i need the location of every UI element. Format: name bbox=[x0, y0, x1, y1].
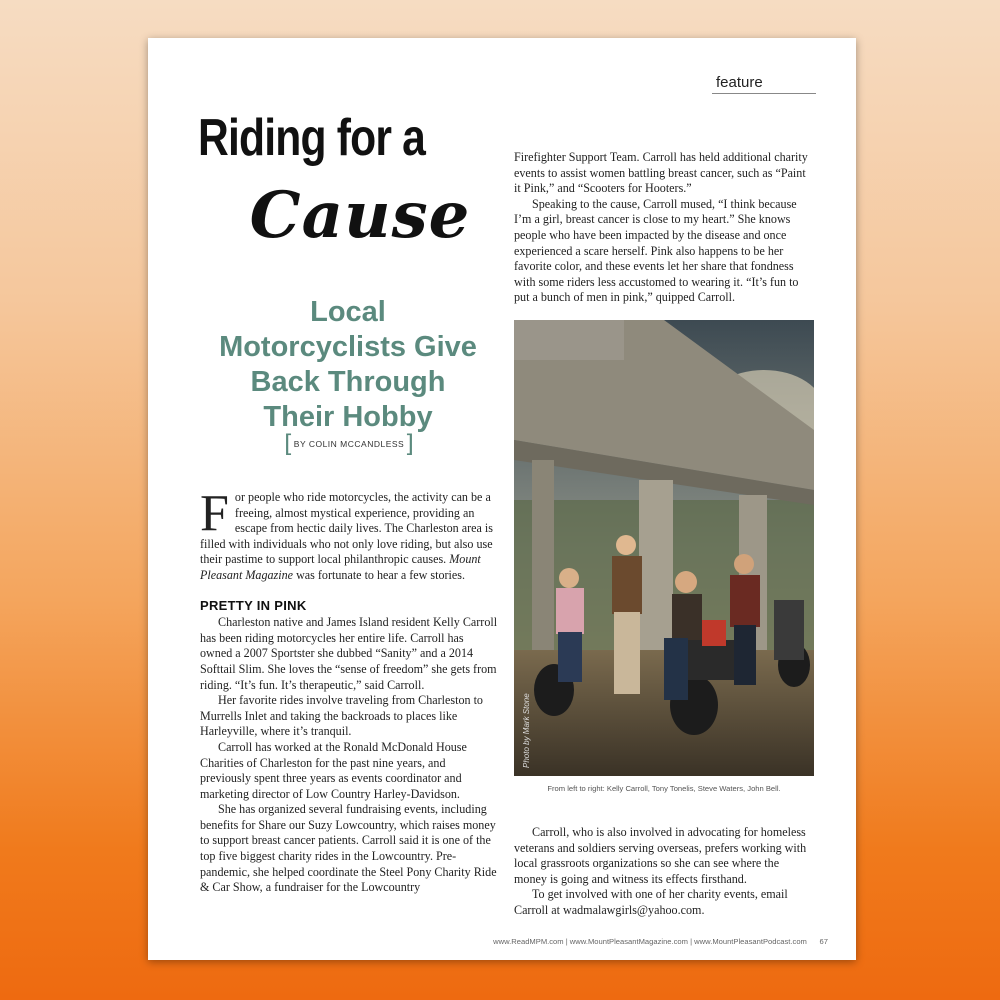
intro-text-1: or people who ride motorcycles, the activity can be a freeing, almost mystical experience, providing an escape from hectic daily lives. The Charleston area is filled with individuals who not only love riding, but also use their pastime to support local philanthropic causes. bbox=[200, 490, 493, 567]
photo-credit: Photo by Mark Stone bbox=[522, 693, 531, 768]
subtitle: Local Motorcyclists Give Back Through Their Hobby bbox=[219, 296, 477, 433]
body-paragraph: Carroll, who is also involved in advocating for homeless veterans and soldiers serving overseas, prefers working with local grassroots organizations so she can see where the money is going and witness its effects firsthand. bbox=[514, 825, 807, 886]
intro-paragraph bbox=[200, 485, 498, 584]
left-bracket-icon: [ bbox=[284, 430, 294, 458]
right-column-bottom bbox=[514, 825, 814, 919]
byline bbox=[284, 432, 414, 456]
page-footer bbox=[428, 937, 828, 946]
page-number: 67 bbox=[819, 937, 828, 946]
photo-caption: From left to right: Kelly Carroll, Tony Tonelis, Steve Waters, John Bell. bbox=[547, 784, 781, 793]
body-paragraph: She has organized several fundraising events, including benefits for Share our Suzy Lowcountry, which raises money to support breast cancer patients. Carroll said it is one of the top five biggest charity rides in the Lowcountry. Pre-pandemic, she helped coordinate the Steel Pony Charity Ride & Car Show, a fundraiser for the Lowcountry bbox=[200, 802, 497, 895]
section-heading: PRETTY IN PINK bbox=[200, 597, 307, 613]
intro-text-2: was fortunate to hear a few stories. bbox=[293, 567, 465, 582]
drop-cap: F bbox=[200, 485, 229, 542]
magazine-name: Mount Pleasant Magazine bbox=[200, 552, 481, 582]
body-paragraph: Charleston native and James Island resident Kelly Carroll has been riding motorcycles her entire life. Carroll has owned a 2007 Sportster she dubbed “Sanity” and a 2014 Softtail Slim. She loves the “sense of freedom” she gets from riding. “It’s fun. It’s therapeutic,” said Carroll. bbox=[200, 615, 498, 692]
body-paragraph: Carroll has worked at the Ronald McDonald House Charities of Charleston for the past nine years, and previously spent three years as events coordinator and marketing director of Low Country Harley-Davidson. bbox=[200, 739, 467, 801]
body-paragraph: Her favorite rides involve traveling from Charleston to Murrells Inlet and taking the backroads to places like Harleyville, where it’s tranquil. bbox=[200, 693, 483, 739]
headline-script: Cause bbox=[249, 178, 471, 253]
headline: Riding for a bbox=[198, 109, 426, 167]
right-bracket-icon: ] bbox=[404, 430, 414, 458]
section-tag: feature bbox=[712, 74, 816, 94]
body-paragraph: To get involved with one of her charity events, email Carroll at wadmalawgirls@yahoo.com. bbox=[514, 887, 788, 917]
body-paragraph: Speaking to the cause, Carroll mused, “I think because I’m a girl, breast cancer is close to my heart.” She knows people who have been impacted by the disease and once experienced a scare herself. Pink also happens to be her favorite color, and these events let her share that fondness with some riders less accustomed to wearing it. “It’s fun to put a bunch of men in pink,” quipped Carroll. bbox=[514, 196, 799, 305]
body-paragraph: Firefighter Support Team. Carroll has held additional charity events to assist women battling breast cancer, such as “Paint it Pink,” and “Scooters for Hooters.” bbox=[514, 150, 808, 196]
magazine-page bbox=[148, 38, 856, 960]
left-column bbox=[200, 485, 498, 896]
right-column-top bbox=[514, 150, 814, 306]
author-byline: BY COLIN MCCANDLESS bbox=[293, 439, 405, 449]
footer-links: www.ReadMPM.com | www.MountPleasantMagazine.com | www.MountPleasantPodcast.com bbox=[493, 937, 807, 946]
photo-illustration bbox=[514, 320, 814, 776]
riders-photo bbox=[514, 320, 814, 776]
